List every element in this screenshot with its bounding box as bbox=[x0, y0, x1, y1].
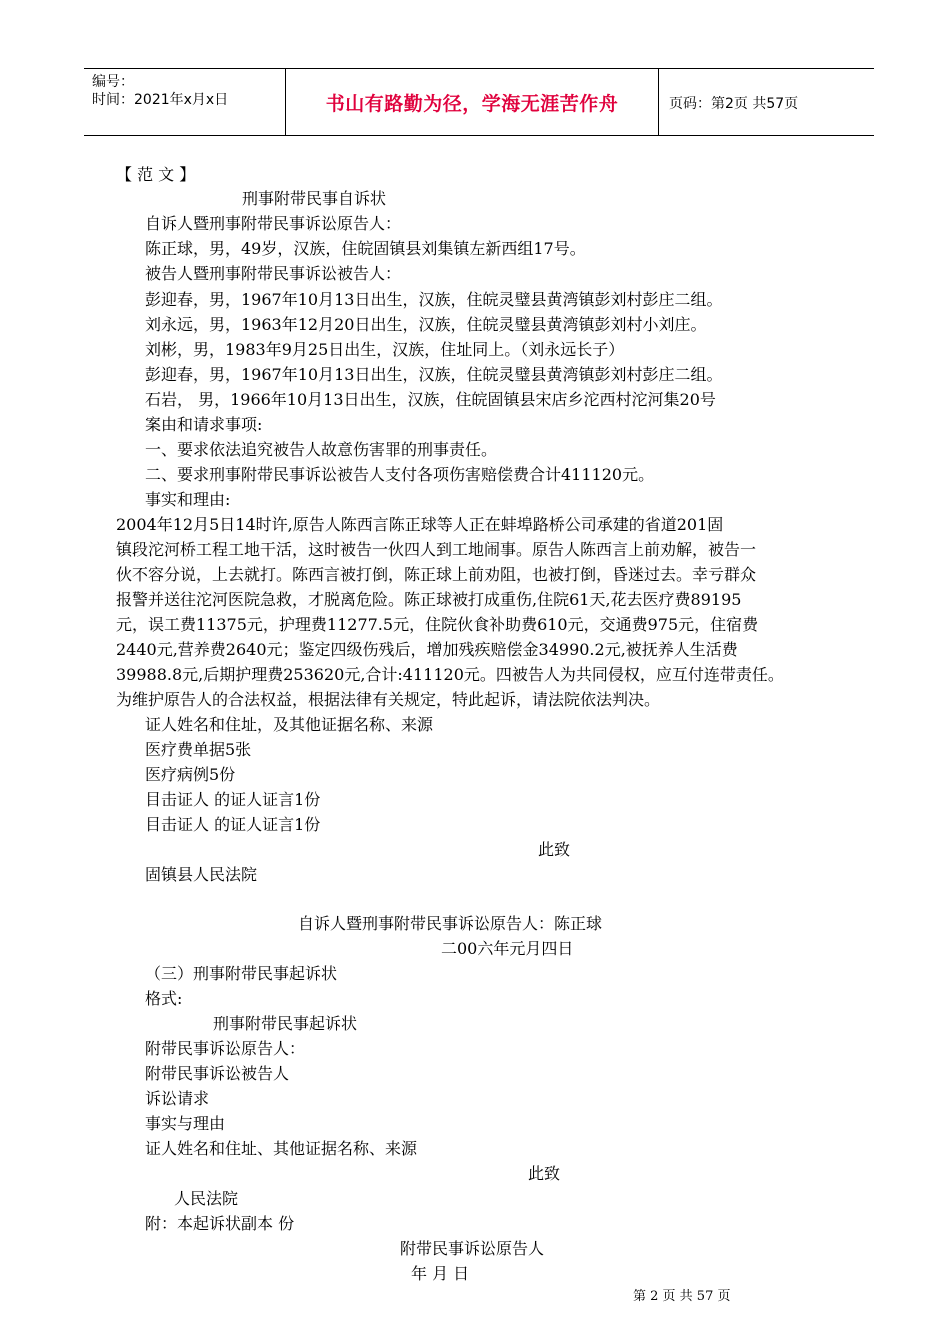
header-meta bbox=[92, 73, 228, 109]
facts-line: 镇段沱河桥工程工地干活，这时被告一伙四人到工地闹事。原告人陈西言上前劝解，被告一 bbox=[116, 540, 757, 559]
section-heading: （三）刑事附带民事起诉状 bbox=[145, 964, 338, 983]
facts-line: 为维护原告人的合法权益，根据法律有关规定，特此起诉，请法院依法判决。 bbox=[116, 690, 661, 709]
plaintiff-heading: 自诉人暨刑事附带民事诉讼原告人： bbox=[145, 214, 402, 233]
evidence-item: 医疗病例5份 bbox=[145, 765, 236, 784]
facts-line: 报警并送往沱河医院急救，才脱离危险。陈正球被打成重伤,住院61天,花去医疗费89195 bbox=[116, 590, 742, 609]
signature: 附带民事诉讼原告人 bbox=[400, 1239, 545, 1258]
page-footer: 第 2 页 共 57 页 bbox=[633, 1289, 731, 1304]
defendant-item: 彭迎春，男，1967年10月13日出生，汉族，住皖灵璧县黄湾镇彭刘村彭庄二组。 bbox=[145, 365, 723, 384]
page-header bbox=[84, 68, 874, 136]
plaintiff-info: 陈正球，男，49岁，汉族，住皖固镇县刘集镇左新西组17号。 bbox=[145, 239, 586, 258]
claims-heading: 案由和请求事项: bbox=[145, 415, 263, 434]
closing-phrase: 此致 bbox=[528, 1164, 561, 1183]
court-name: 人民法院 bbox=[174, 1189, 239, 1208]
attachment-note: 附：本起诉状副本 份 bbox=[145, 1214, 295, 1233]
template-line: 附带民事诉讼被告人 bbox=[145, 1064, 290, 1083]
defendant-item: 彭迎春，男，1967年10月13日出生，汉族，住皖灵璧县黄湾镇彭刘村彭庄二组。 bbox=[145, 290, 723, 309]
defendant-item: 石岩， 男，1966年10月13日出生，汉族，住皖固镇县宋店乡沱西村沱河集20号 bbox=[145, 390, 716, 409]
evidence-item: 目击证人 的证人证言1份 bbox=[145, 815, 321, 834]
evidence-item: 目击证人 的证人证言1份 bbox=[145, 790, 321, 809]
header-slogan: 书山有路勤为径，学海无涯苦作舟 bbox=[285, 69, 659, 135]
facts-line: 元，误工费11375元，护理费11277.5元，住院伙食补助费610元，交通费975元，住宿费 bbox=[116, 615, 759, 634]
document-title: 刑事附带民事自诉状 bbox=[242, 189, 387, 208]
template-line: 事实与理由 bbox=[145, 1114, 226, 1133]
signature-date: 二00六年元月四日 bbox=[441, 939, 574, 958]
template-line: 证人姓名和住址、其他证据名称、来源 bbox=[145, 1139, 418, 1158]
format-label: 格式: bbox=[145, 989, 183, 1008]
header-number: 编号： bbox=[92, 74, 134, 90]
template-line: 诉讼请求 bbox=[145, 1089, 210, 1108]
signature: 自诉人暨刑事附带民事诉讼原告人：陈正球 bbox=[298, 914, 603, 933]
header-time: 时间：2021年x月x日 bbox=[92, 92, 229, 108]
facts-line: 2440元,营养费2640元；鉴定四级伤残后，增加残疾赔偿金34990.2元,被抚养人生活费 bbox=[116, 640, 738, 659]
closing-phrase: 此致 bbox=[538, 840, 571, 859]
section-tag: 【 范 文 】 bbox=[116, 165, 196, 184]
defendant-item: 刘永远，男，1963年12月20日出生，汉族，住皖灵璧县黄湾镇彭刘村小刘庄。 bbox=[145, 315, 707, 334]
evidence-heading: 证人姓名和住址，及其他证据名称、来源 bbox=[145, 715, 434, 734]
header-page-number: 页码：第2页 共57页 bbox=[669, 96, 799, 112]
template-title: 刑事附带民事起诉状 bbox=[213, 1014, 358, 1033]
claim-item: 二、要求刑事附带民事诉讼被告人支付各项伤害赔偿费合计411120元。 bbox=[145, 465, 655, 484]
court-name: 固镇县人民法院 bbox=[145, 865, 258, 884]
signature-date: 年 月 日 bbox=[411, 1264, 470, 1283]
facts-line: 39988.8元,后期护理费253620元,合计:411120元。四被告人为共同侵权，应互付连带责任。 bbox=[116, 665, 784, 684]
facts-line: 伙不容分说，上去就打。陈西言被打倒，陈正球上前劝阻，也被打倒，昏迷过去。幸亏群众 bbox=[116, 565, 757, 584]
template-line: 附带民事诉讼原告人： bbox=[145, 1039, 306, 1058]
facts-heading: 事实和理由: bbox=[145, 490, 231, 509]
evidence-item: 医疗费单据5张 bbox=[145, 740, 252, 759]
facts-line: 2004年12月5日14时许,原告人陈西言陈正球等人正在蚌埠路桥公司承建的省道201固 bbox=[116, 515, 724, 534]
defendant-heading: 被告人暨刑事附带民事诉讼被告人： bbox=[145, 264, 402, 283]
defendant-item: 刘彬，男，1983年9月25日出生，汉族，住址同上。（刘永远长子） bbox=[145, 340, 625, 359]
claim-item: 一、要求依法追究被告人故意伤害罪的刑事责任。 bbox=[145, 440, 498, 459]
